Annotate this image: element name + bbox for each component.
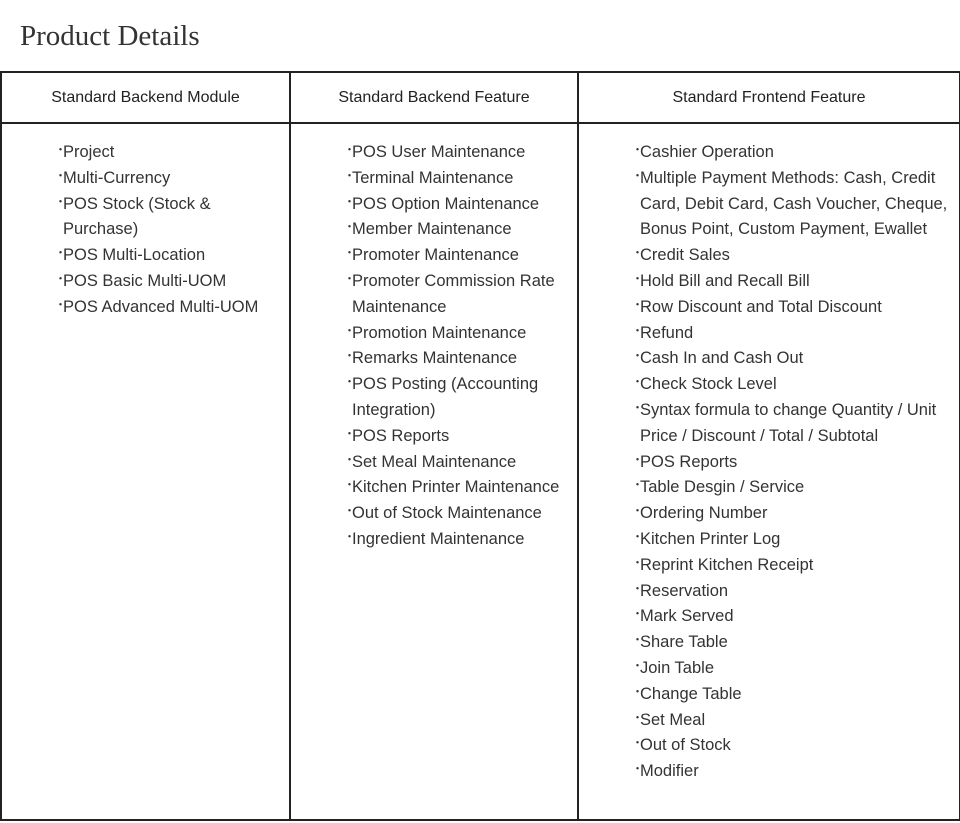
bullet-icon: ・ bbox=[54, 270, 68, 286]
list-item-text: Project bbox=[63, 143, 115, 161]
list-item bbox=[54, 243, 285, 269]
list-item-text: Credit Sales bbox=[640, 246, 730, 265]
list-item-text: Join Table bbox=[640, 658, 715, 677]
bullet-icon: ・ bbox=[631, 735, 645, 751]
bullet-icon: ・ bbox=[631, 296, 645, 312]
header-backend-feature: Standard Backend Feature bbox=[290, 72, 578, 123]
list-item bbox=[631, 243, 957, 269]
list-item-text: Promoter Commission Rate Maintenance bbox=[352, 271, 555, 316]
list-item bbox=[631, 346, 957, 372]
list-item bbox=[631, 450, 957, 476]
list-item-text: Reprint Kitchen Receipt bbox=[640, 555, 814, 574]
list-item-text: POS Basic Multi-UOM bbox=[63, 271, 227, 290]
list-item bbox=[631, 398, 957, 450]
bullet-icon: ・ bbox=[343, 503, 357, 519]
list-item-text: POS Posting (Accounting Integration) bbox=[352, 375, 539, 419]
page-title: Product Details bbox=[20, 20, 200, 52]
list-item bbox=[631, 140, 957, 166]
bullet-icon: ・ bbox=[631, 528, 645, 544]
list-item bbox=[54, 269, 285, 295]
list-item bbox=[631, 579, 957, 605]
list-item-text: Cashier Operation bbox=[640, 143, 774, 161]
list-item bbox=[54, 166, 285, 192]
list-item-text: Terminal Maintenance bbox=[352, 168, 514, 187]
bullet-icon: ・ bbox=[631, 322, 645, 338]
list-item bbox=[343, 140, 577, 166]
backend-module-cell bbox=[1, 123, 290, 820]
list-item-text: POS User Maintenance bbox=[352, 143, 526, 161]
list-item-text: Row Discount and Total Discount bbox=[640, 297, 882, 316]
list-item-text: Mark Served bbox=[640, 607, 734, 626]
list-item-text: POS Multi-Location bbox=[63, 246, 206, 265]
bullet-icon: ・ bbox=[54, 296, 68, 312]
bullet-icon: ・ bbox=[631, 374, 645, 390]
list-item bbox=[343, 321, 577, 347]
bullet-icon: ・ bbox=[631, 580, 645, 596]
list-item bbox=[343, 243, 577, 269]
list-item-text: POS Option Maintenance bbox=[352, 194, 540, 213]
bullet-icon: ・ bbox=[343, 245, 357, 261]
list-item bbox=[631, 656, 957, 682]
list-item-text: Remarks Maintenance bbox=[352, 349, 518, 368]
bullet-icon: ・ bbox=[343, 142, 357, 157]
list-item-text: Set Meal bbox=[640, 710, 706, 729]
bullet-icon: ・ bbox=[631, 683, 645, 699]
list-item bbox=[631, 501, 957, 527]
bullet-icon: ・ bbox=[631, 503, 645, 519]
list-item-text: Kitchen Printer Maintenance bbox=[352, 478, 560, 497]
list-item-text: Change Table bbox=[640, 684, 742, 703]
bullet-icon: ・ bbox=[343, 451, 357, 467]
list-item bbox=[343, 424, 577, 450]
bullet-icon: ・ bbox=[343, 374, 357, 390]
list-item-text: Out of Stock Maintenance bbox=[352, 504, 542, 523]
list-item bbox=[631, 475, 957, 501]
list-item bbox=[631, 527, 957, 553]
bullet-icon: ・ bbox=[631, 632, 645, 648]
list-item bbox=[343, 192, 577, 218]
bullet-icon: ・ bbox=[631, 477, 645, 493]
list-item bbox=[631, 321, 957, 347]
list-item-text: Promotion Maintenance bbox=[352, 323, 527, 342]
list-item bbox=[631, 295, 957, 321]
bullet-icon: ・ bbox=[631, 245, 645, 261]
bullet-icon: ・ bbox=[631, 657, 645, 673]
list-item-text: Syntax formula to change Quantity / Unit Price / Discount / Total / Subtotal bbox=[640, 400, 937, 445]
backend-feature-list bbox=[291, 124, 577, 553]
list-item bbox=[631, 708, 957, 734]
list-item-text: POS Stock (Stock & Purchase) bbox=[63, 194, 211, 239]
list-item-text: Promoter Maintenance bbox=[352, 246, 519, 265]
bullet-icon: ・ bbox=[631, 606, 645, 622]
list-item-text: Kitchen Printer Log bbox=[640, 529, 781, 548]
bullet-icon: ・ bbox=[631, 761, 645, 777]
list-item bbox=[631, 553, 957, 579]
list-item-text: Multi-Currency bbox=[63, 168, 171, 187]
list-item-text: POS Reports bbox=[640, 452, 738, 471]
list-item bbox=[54, 192, 285, 244]
bullet-icon: ・ bbox=[343, 348, 357, 364]
list-item-text: Table Desgin / Service bbox=[640, 478, 805, 497]
bullet-icon: ・ bbox=[631, 554, 645, 570]
list-item bbox=[631, 372, 957, 398]
backend-module-list bbox=[2, 124, 289, 321]
bullet-icon: ・ bbox=[54, 193, 68, 209]
bullet-icon: ・ bbox=[343, 193, 357, 209]
bullet-icon: ・ bbox=[631, 167, 645, 183]
frontend-feature-list bbox=[579, 124, 959, 785]
bullet-icon: ・ bbox=[343, 425, 357, 441]
bullet-icon: ・ bbox=[631, 451, 645, 467]
frontend-feature-cell bbox=[578, 123, 960, 820]
list-item-text: POS Advanced Multi-UOM bbox=[63, 297, 259, 316]
list-item-text: Ordering Number bbox=[640, 504, 768, 523]
list-item-text: Reservation bbox=[640, 581, 729, 600]
bullet-icon: ・ bbox=[343, 167, 357, 183]
list-item bbox=[631, 630, 957, 656]
list-item-text: Multiple Payment Methods: Cash, Credit Card, Debit Card, Cash Voucher, Cheque, Bonus Point, Custom Payment, Ewallet bbox=[640, 168, 948, 239]
bullet-icon: ・ bbox=[631, 270, 645, 286]
list-item bbox=[631, 269, 957, 295]
list-item bbox=[54, 140, 285, 166]
list-item-text: Hold Bill and Recall Bill bbox=[640, 271, 810, 290]
header-backend-module: Standard Backend Module bbox=[1, 72, 290, 123]
list-item bbox=[343, 501, 577, 527]
list-item bbox=[343, 217, 577, 243]
list-item bbox=[343, 475, 577, 501]
bullet-icon: ・ bbox=[54, 142, 68, 157]
list-item-text: POS Reports bbox=[352, 426, 450, 445]
list-item bbox=[631, 166, 957, 243]
bullet-icon: ・ bbox=[343, 322, 357, 338]
list-item bbox=[54, 295, 285, 321]
list-item bbox=[343, 269, 577, 321]
bullet-icon: ・ bbox=[631, 348, 645, 364]
table-row bbox=[1, 123, 960, 820]
product-details-table bbox=[0, 71, 960, 821]
bullet-icon: ・ bbox=[343, 219, 357, 235]
list-item-text: Cash In and Cash Out bbox=[640, 349, 804, 368]
table-header-row bbox=[1, 72, 960, 123]
list-item bbox=[631, 682, 957, 708]
backend-feature-cell bbox=[290, 123, 578, 820]
list-item-text: Ingredient Maintenance bbox=[352, 529, 525, 548]
list-item-text: Check Stock Level bbox=[640, 375, 777, 394]
list-item-text: Set Meal Maintenance bbox=[352, 452, 517, 471]
bullet-icon: ・ bbox=[631, 709, 645, 725]
bullet-icon: ・ bbox=[631, 142, 645, 157]
list-item-text: Out of Stock bbox=[640, 736, 731, 755]
list-item bbox=[631, 604, 957, 630]
list-item-text: Member Maintenance bbox=[352, 220, 512, 239]
bullet-icon: ・ bbox=[343, 270, 357, 286]
bullet-icon: ・ bbox=[343, 528, 357, 544]
list-item bbox=[343, 372, 577, 424]
list-item bbox=[343, 346, 577, 372]
bullet-icon: ・ bbox=[54, 245, 68, 261]
list-item-text: Share Table bbox=[640, 633, 728, 652]
bullet-icon: ・ bbox=[343, 477, 357, 493]
list-item bbox=[631, 759, 957, 785]
list-item bbox=[343, 166, 577, 192]
header-frontend-feature: Standard Frontend Feature bbox=[578, 72, 960, 123]
bullet-icon: ・ bbox=[631, 399, 645, 415]
list-item-text: Refund bbox=[640, 323, 694, 342]
list-item bbox=[343, 527, 577, 553]
bullet-icon: ・ bbox=[54, 167, 68, 183]
list-item bbox=[343, 450, 577, 476]
list-item bbox=[631, 733, 957, 759]
list-item-text: Modifier bbox=[640, 762, 699, 781]
